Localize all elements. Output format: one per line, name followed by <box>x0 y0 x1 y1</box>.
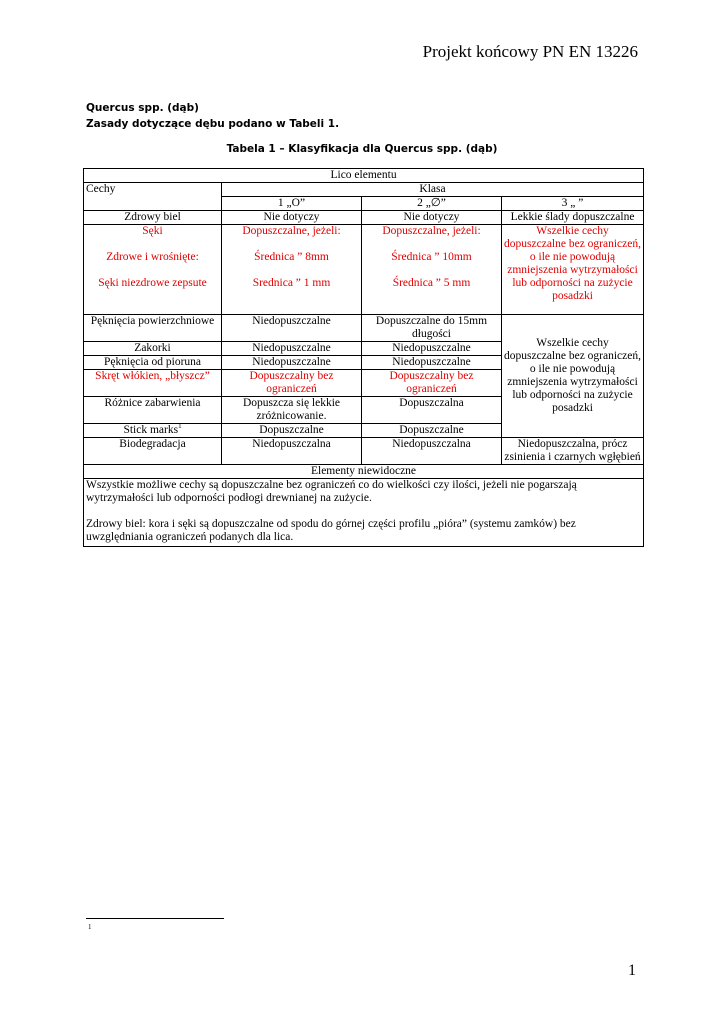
table-row <box>84 465 644 479</box>
feature-label: Różnice zabarwienia <box>84 397 222 424</box>
feature-label <box>84 225 222 315</box>
feature-label: Skręt włókien, „błyszcz” <box>84 370 222 397</box>
lico-header: Lico elementu <box>84 169 644 183</box>
feature-label: Biodegradacja <box>84 438 222 465</box>
note-sapwood: Zdrowy biel: kora i sęki są dopuszczalne od spodu do górnej części profilu „pióra” (systemu zamków) bez uwzględniania ograniczeń podanych dla lica. <box>86 518 576 543</box>
cell-class-1 <box>222 225 362 315</box>
seki-c1-healthy: Średnica ” 8mm <box>254 251 329 263</box>
feature-label: Zakorki <box>84 342 222 356</box>
cell-class-1: Niedopuszczalne <box>222 342 362 356</box>
cell-class-2: Dopuszczalna <box>362 397 502 424</box>
cell-class-3: Wszelkie cechy dopuszczalne bez ograniczeń, o ile nie powodują zmniejszenia wytrzymałości lub odporności na zużycie posadzki <box>502 225 644 315</box>
cell-class-2 <box>362 225 502 315</box>
classification-table <box>83 168 644 547</box>
klasa-header: Klasa <box>222 183 644 197</box>
feature-label: Pęknięcia powierzchniowe <box>84 315 222 342</box>
cell-class-2: Dopuszczalne <box>362 424 502 438</box>
cell-class-3: Niedopuszczalna, prócz zsinienia i czarnych wgłębień <box>502 438 644 465</box>
class-1-header: 1 „O” <box>222 197 362 211</box>
cell-class-1: Niedopuszczalne <box>222 315 362 342</box>
intro-rules: Zasady dotyczące dębu podano w Tabeli 1. <box>86 118 340 130</box>
seki-c2-healthy: Średnica ” 10mm <box>391 251 472 263</box>
table-row <box>84 438 644 465</box>
table-row <box>84 315 644 342</box>
intro-species: Quercus spp. (dąb) <box>86 102 199 114</box>
table-caption: Tabela 1 – Klasyfikacja dla Quercus spp. (dąb) <box>226 143 498 155</box>
cell-class-1: Niedopuszczalna <box>222 438 362 465</box>
table-row <box>84 225 644 315</box>
seki-healthy-label: Zdrowe i wrośnięte: <box>106 251 199 263</box>
notes-cell <box>84 479 644 547</box>
footnote-separator <box>86 918 224 919</box>
class-2-header: 2 „∅” <box>362 197 502 211</box>
cell-class-2: Dopuszczalny bez ograniczeń <box>362 370 502 397</box>
cell-class-3-group: Wszelkie cechy dopuszczalne bez ograniczeń, o ile nie powodują zmniejszenia wytrzymałości lub odporności na zużycie posadzki <box>502 315 644 438</box>
cell-class-2: Niedopuszczalne <box>362 356 502 370</box>
cell-class-3: Lekkie ślady dopuszczalne <box>502 211 644 225</box>
cell-class-2: Nie dotyczy <box>362 211 502 225</box>
footnote: 1 <box>88 923 92 931</box>
cell-class-1: Nie dotyczy <box>222 211 362 225</box>
cell-class-2: Niedopuszczalna <box>362 438 502 465</box>
cell-class-1: Dopuszczalny bez ograniczeń <box>222 370 362 397</box>
page-number: 1 <box>628 962 636 979</box>
feature-label <box>84 424 222 438</box>
seki-rotten-label: Sęki niezdrowe zepsute <box>98 277 207 289</box>
cechy-header: Cechy <box>84 183 222 211</box>
stick-marks-label: Stick marks <box>123 424 179 436</box>
cell-class-1: Dopuszczalne <box>222 424 362 438</box>
cell-class-1: Dopuszcza się lekkie zróżnicowanie. <box>222 397 362 424</box>
feature-label: Pęknięcia od pioruna <box>84 356 222 370</box>
note-all-features: Wszystkie możliwe cechy są dopuszczalne bez ograniczeń co do wielkości czy ilości, jeżeli nie pogarszają wytrzymałości lub odporności podłogi drewnianej na zużycie. <box>86 479 577 504</box>
intro-block <box>86 100 339 132</box>
seki-c1-rotten: Srednica ” 1 mm <box>252 277 331 289</box>
page-header-title: Projekt końcowy PN EN 13226 <box>422 42 638 61</box>
seki-c2-condition: Dopuszczalne, jeżeli: <box>382 225 481 237</box>
feature-label: Zdrowy biel <box>84 211 222 225</box>
class-3-header: 3 „ ” <box>502 197 644 211</box>
seki-c2-rotten: Średnica ” 5 mm <box>392 277 471 289</box>
seki-c1-condition: Dopuszczalne, jeżeli: <box>242 225 341 237</box>
cell-class-2: Niedopuszczalne <box>362 342 502 356</box>
table-row <box>84 479 644 547</box>
table-row <box>84 169 644 183</box>
table-row <box>84 211 644 225</box>
table-row <box>84 183 644 197</box>
hidden-elements-header: Elementy niewidoczne <box>84 465 644 479</box>
footnote-ref[interactable]: 1 <box>178 422 182 431</box>
cell-class-1: Niedopuszczalne <box>222 356 362 370</box>
seki-label: Sęki <box>142 225 163 237</box>
cell-class-2: Dopuszczalne do 15mm długości <box>362 315 502 342</box>
